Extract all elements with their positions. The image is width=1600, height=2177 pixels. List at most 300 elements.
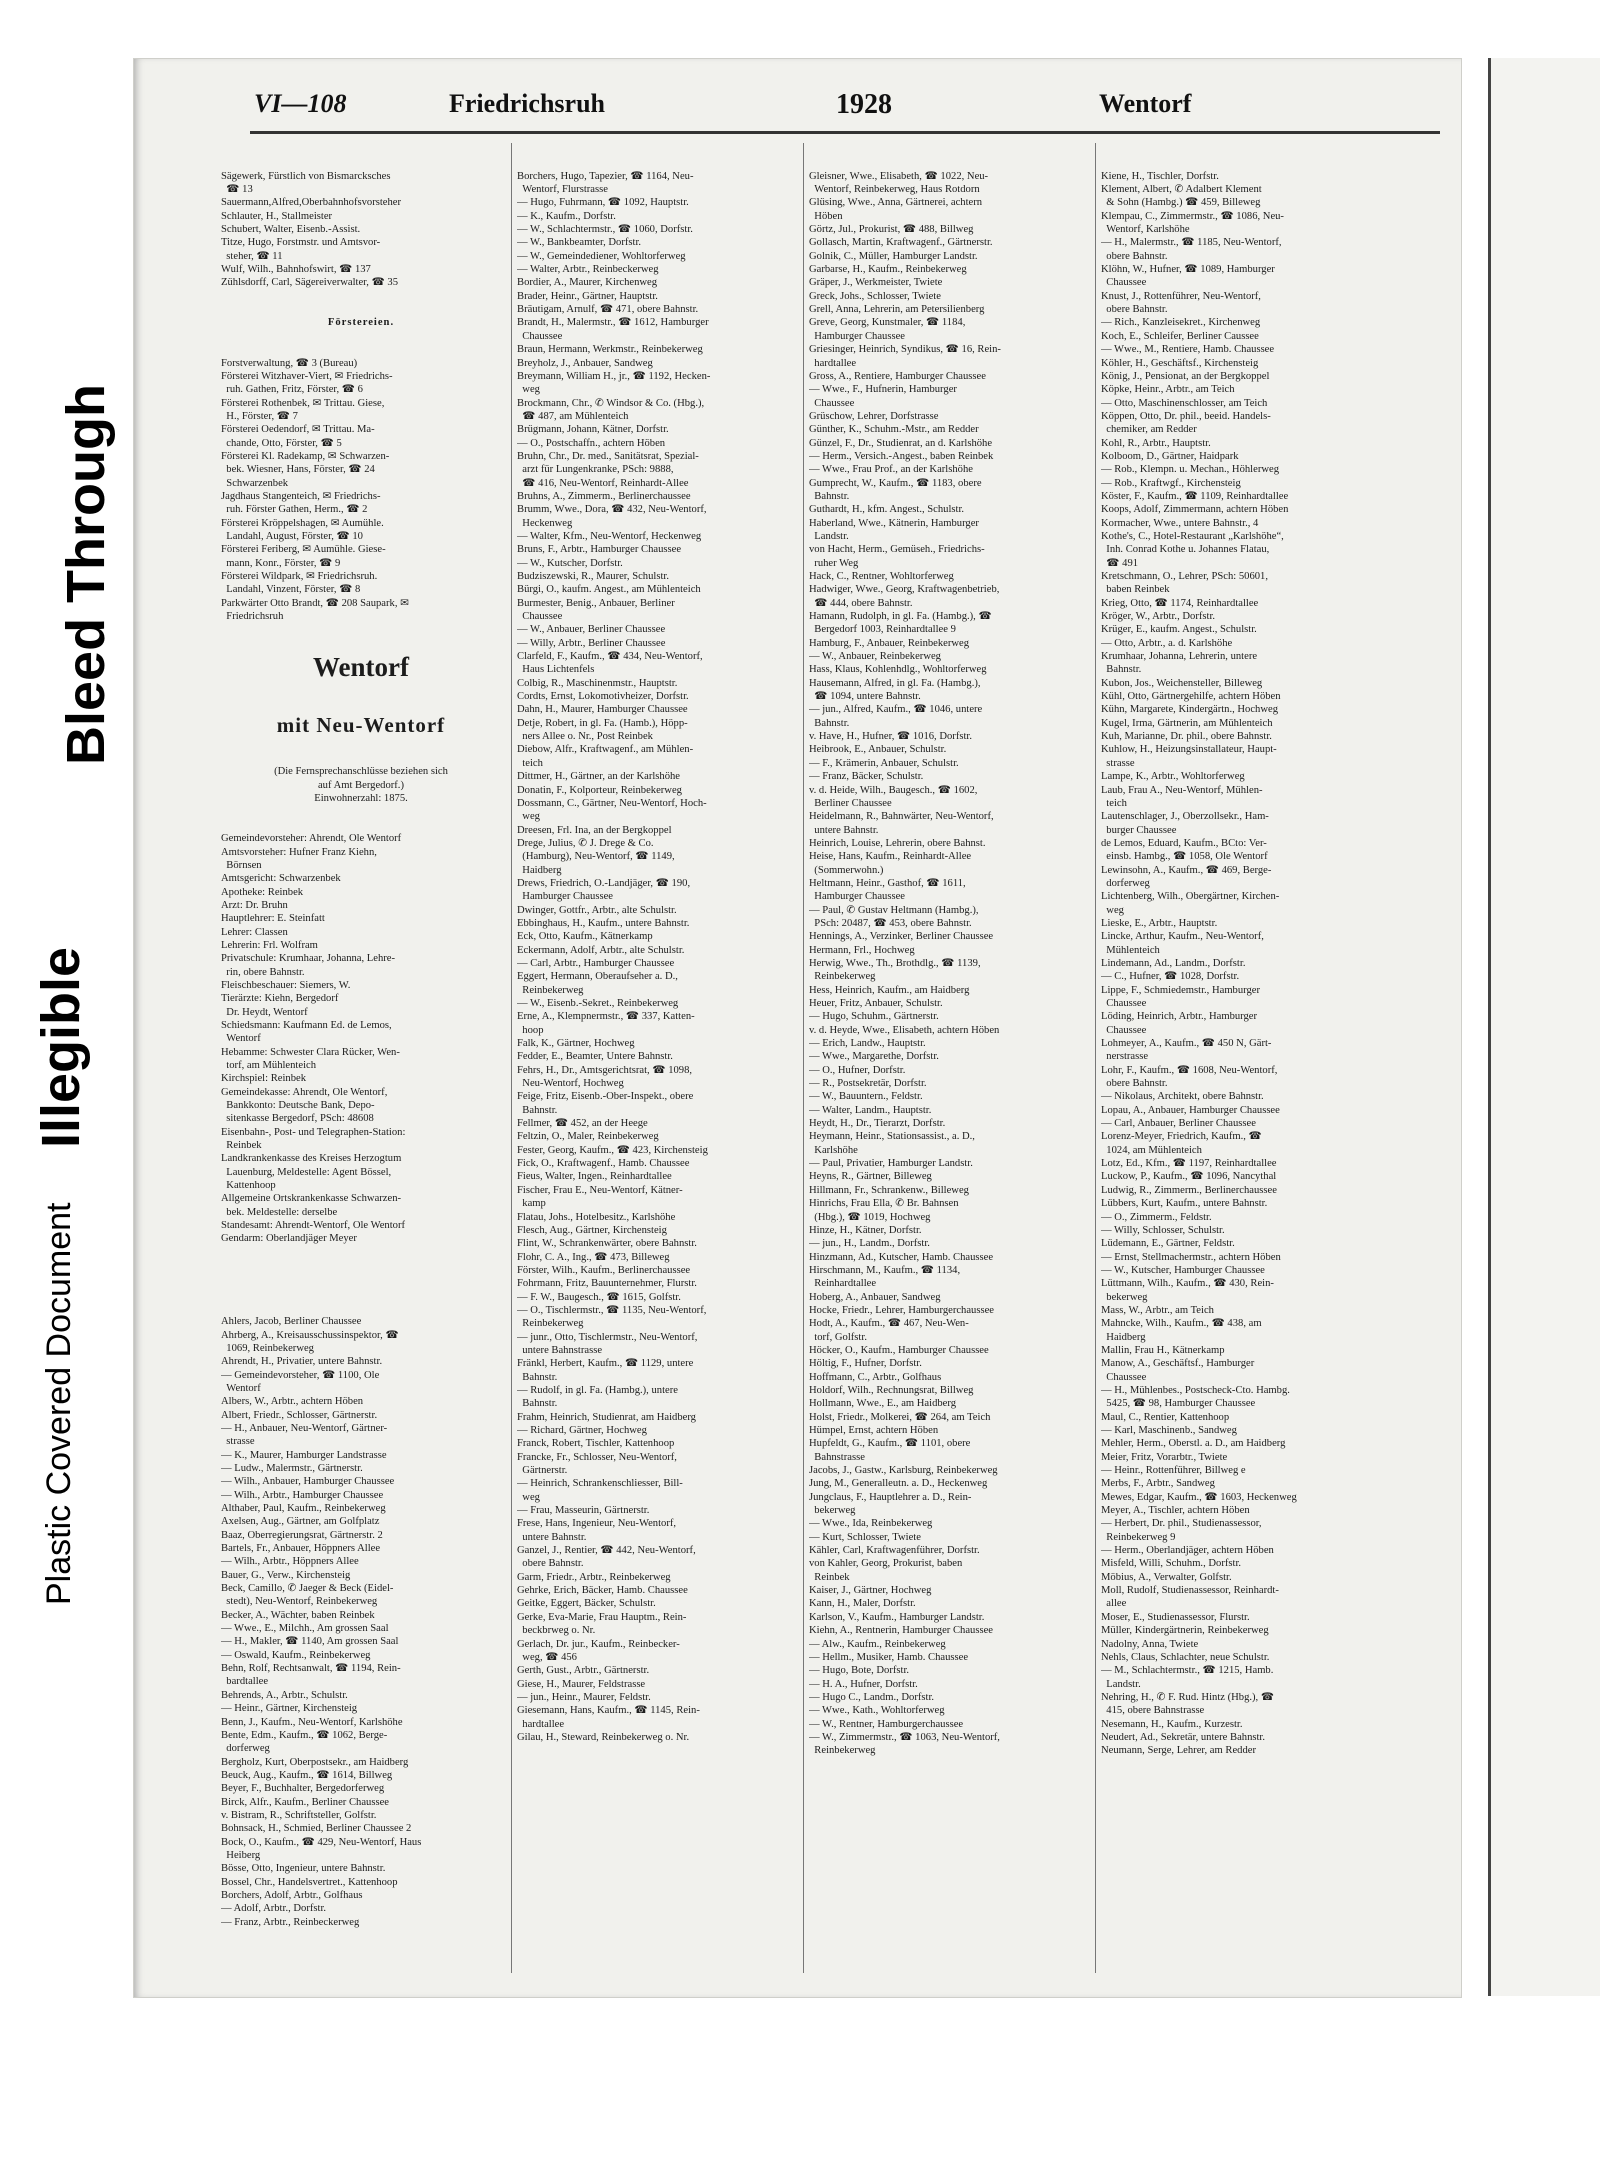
directory-entry: Hinzmann, Ad., Kutscher, Hamb. Chaussee [809, 1251, 994, 1263]
directory-entry: Breyholz, J., Anbauer, Sandweg [517, 357, 653, 369]
directory-entry: Hadwiger, Wwe., Georg, Kraftwagenbetrieb, [809, 584, 1000, 596]
directory-entry: bek. Wiesner, Hans, Förster, ☎ 24 [221, 464, 375, 476]
directory-entry: dorferweg [221, 1743, 270, 1755]
resident-entries [221, 1315, 501, 1929]
directory-entry: Kothe's, C., Hotel-Restaurant „Karlshöhe“, [1101, 530, 1284, 542]
directory-entry: hardtallee [809, 357, 857, 369]
directory-entry: Hoberg, A., Anbauer, Sandweg [809, 1291, 941, 1303]
directory-entry: Koch, E., Schleifer, Berliner Caussee [1101, 330, 1259, 342]
directory-entry: — Gemeindevorsteher, ☎ 1100, Ole [221, 1369, 380, 1381]
directory-entry: — Wilh., Arbtr., Hamburger Chaussee [221, 1489, 384, 1501]
directory-entry: Landahl, Vinzent, Förster, ☎ 8 [221, 584, 361, 596]
directory-entry: Garm, Friedr., Arbtr., Reinbekerweg [517, 1571, 671, 1583]
directory-entry: Fischer, Frau E., Neu-Wentorf, Kätner- [517, 1184, 683, 1196]
directory-entry: Försterei Oedendorf, ✉ Trittau. Ma- [221, 424, 375, 436]
directory-entry: Clarfeld, F., Kaufm., ☎ 434, Neu-Wentorf, [517, 651, 703, 663]
foerstereien-entries [221, 357, 501, 624]
directory-entry: — O., Zimmerm., Feldstr. [1101, 1211, 1212, 1223]
directory-entry: Lorenz-Meyer, Friedrich, Kaufm., ☎ [1101, 1131, 1262, 1143]
directory-entry: Beyer, F., Buchhalter, Bergedorferweg [221, 1783, 385, 1795]
directory-entry: Frese, Hans, Ingenieur, Neu-Wentorf, [517, 1518, 677, 1530]
directory-entry: Einwohnerzahl: 1875. [314, 793, 408, 805]
friedrichsruh-entries [221, 170, 501, 290]
directory-entry: — W., Bauuntern., Feldstr. [809, 1091, 923, 1103]
directory-entry: Bräutigam, Arnulf, ☎ 471, obere Bahnstr. [517, 304, 699, 316]
directory-entry: (Die Fernsprechanschlüsse beziehen sich [274, 766, 448, 778]
directory-entry: Köster, F., Kaufm., ☎ 1109, Reinhardtallee [1101, 490, 1289, 502]
directory-entry: 1024, am Mühlenteich [1101, 1144, 1202, 1156]
year-heading: 1928 [836, 89, 892, 120]
directory-entry: — W., Kutscher, Dorfstr. [517, 557, 623, 569]
directory-entry: 1069, Reinbekerweg [221, 1342, 314, 1354]
directory-entry: Heyns, R., Gärtner, Billeweg [809, 1171, 932, 1183]
directory-entry: Nesemann, H., Kaufm., Kurzestr. [1101, 1718, 1243, 1730]
directory-entry: — Ernst, Stellmachermstr., achtern Höben [1101, 1251, 1281, 1263]
directory-entry: Geitke, Eggert, Bäcker, Schulstr. [517, 1598, 656, 1610]
directory-entry: Schubert, Walter, Eisenb.-Assist. [221, 224, 361, 236]
directory-entry: Bahnstr. [517, 1371, 558, 1383]
directory-entry: — Paul, Privatier, Hamburger Landstr. [809, 1158, 973, 1170]
directory-entry: teich [517, 757, 543, 769]
directory-entry: Reinbekerweg 9 [1101, 1531, 1176, 1543]
directory-entry: Höcker, O., Kaufm., Hamburger Chaussee [809, 1344, 989, 1356]
directory-entry: Eckermann, Adolf, Arbtr., alte Schulstr. [517, 944, 685, 956]
directory-entry: Gollasch, Martin, Kraftwagenf., Gärtnerstr. [809, 237, 993, 249]
directory-entry: Gross, A., Rentiere, Hamburger Chaussee [809, 370, 986, 382]
directory-entry: Benn, J., Kaufm., Neu-Wentorf, Karlshöhe [221, 1716, 403, 1728]
directory-entry: ☎ 487, am Mühlenteich [517, 410, 629, 422]
directory-page [133, 58, 1462, 1998]
directory-entry: — Willy, Schlosser, Schulstr. [1101, 1224, 1225, 1236]
directory-entry: Lindemann, Ad., Landm., Dorfstr. [1101, 957, 1246, 969]
directory-entry: — F. W., Baugesch., ☎ 1615, Golfstr. [517, 1291, 681, 1303]
column-divider [803, 143, 804, 1973]
directory-entry: ruh. Förster Gathen, Herm., ☎ 2 [221, 504, 368, 516]
directory-entry: & Sohn (Hambg.) ☎ 459, Billeweg [1101, 197, 1261, 209]
directory-entry: v. Bistram, R., Schriftsteller, Golfstr. [221, 1809, 377, 1821]
directory-entry: Hauptlehrer: E. Steinfatt [221, 913, 325, 925]
directory-entry: Eck, Otto, Kaufm., Kätnerkamp [517, 931, 653, 943]
directory-entry: Gemeindevorsteher: Ahrendt, Ole Wentorf [221, 833, 402, 845]
directory-entry: Chaussee [1101, 1371, 1147, 1383]
directory-entry: Gleisner, Wwe., Elisabeth, ☎ 1022, Neu- [809, 170, 989, 182]
directory-entry: — Otto, Arbtr., a. d. Karlshöhe [1101, 637, 1233, 649]
directory-entry: Feltzin, O., Maler, Reinbekerweg [517, 1131, 659, 1143]
directory-entry: — H., Anbauer, Neu-Wentorf, Gärtner- [221, 1422, 388, 1434]
directory-entry: Mehler, Herm., Oberstl. a. D., am Haidberg [1101, 1438, 1286, 1450]
directory-entry: Försterei Kröppelshagen, ✉ Aumühle. [221, 517, 384, 529]
directory-entry: Kühn, Margarete, Kindergärtn., Hochweg [1101, 704, 1279, 716]
plastic-covered-label: Plastic Covered Document [40, 1202, 78, 1605]
directory-entry: — K., Maurer, Hamburger Landstrasse [221, 1449, 387, 1461]
directory-entry: Brader, Heinr., Gärtner, Hauptstr. [517, 290, 658, 302]
directory-entry: — O., Tischlermstr., ☎ 1135, Neu-Wentorf, [517, 1304, 707, 1316]
directory-entry: — Walter, Landm., Hauptstr. [809, 1104, 932, 1116]
directory-entry: obere Bahnstr. [517, 1558, 584, 1570]
directory-entry: Chaussee [517, 330, 563, 342]
directory-entry: Glüsing, Wwe., Anna, Gärtnerei, achtern [809, 197, 983, 209]
directory-entry: Albers, W., Arbtr., achtern Höben [221, 1396, 364, 1408]
directory-entry: — Herbert, Dr. phil., Studienassessor, [1101, 1518, 1262, 1530]
directory-entry: Grell, Anna, Lehrerin, am Petersilienberg [809, 304, 985, 316]
directory-entry: weg [517, 384, 540, 396]
directory-entry: Dreesen, Frl. Ina, an der Bergkoppel [517, 824, 672, 836]
directory-entry: von Kahler, Georg, Prokurist, baben [809, 1558, 963, 1570]
directory-entry: — Rob., Kraftwgf., Kirchensteig [1101, 477, 1241, 489]
directory-entry: — Ludw., Malermstr., Gärtnerstr. [221, 1462, 363, 1474]
directory-entry: Nehls, Claus, Schlachter, neue Schulstr. [1101, 1651, 1270, 1663]
directory-entry: v. Have, H., Hufner, ☎ 1016, Dorfstr. [809, 731, 973, 743]
directory-entry: PSch: 20487, ☎ 453, obere Bahnstr. [809, 917, 972, 929]
directory-entry: Bahnstr. [517, 1398, 558, 1410]
directory-entry: — Rich., Kanzleisekret., Kirchenweg [1101, 317, 1261, 329]
directory-entry: Bohnsack, H., Schmied, Berliner Chaussee 2 [221, 1823, 412, 1835]
directory-entry: de Lemos, Eduard, Kaufm., BCto: Ver- [1101, 837, 1267, 849]
directory-entry: Berliner Chaussee [809, 797, 892, 809]
directory-entry: Karlshöhe [809, 1144, 858, 1156]
directory-entry: — Wwe., E., Milchh., Am grossen Saal [221, 1623, 389, 1635]
illegible-label: Illegible [31, 946, 91, 1148]
directory-entry: — Hellm., Musiker, Hamb. Chaussee [809, 1651, 969, 1663]
directory-entry: König, J., Pensionat, an der Bergkoppel [1101, 370, 1270, 382]
directory-entry: Ludwig, R., Zimmerm., Berlinerchaussee [1101, 1184, 1277, 1196]
directory-entry: Hoffmann, C., Arbtr., Golfhaus [809, 1371, 942, 1383]
directory-entry: Krüger, E., kaufm. Angest., Schulstr. [1101, 624, 1257, 636]
directory-entry: Heckenweg [517, 517, 573, 529]
directory-entry: Beck, Camillo, ✆ Jaeger & Beck (Eidel- [221, 1583, 394, 1595]
directory-entry: — H., Makler, ☎ 1140, Am grossen Saal [221, 1636, 399, 1648]
directory-entry: Franck, Robert, Tischler, Kattenhoop [517, 1438, 675, 1450]
directory-entry: Hamburger Chaussee [809, 330, 906, 342]
directory-entry: stedt), Neu-Wentorf, Reinbekerweg [221, 1596, 378, 1608]
directory-entry: Höben [809, 210, 843, 222]
directory-entry: Hinze, H., Kätner, Dorfstr. [809, 1224, 922, 1236]
directory-entry: Francke, Fr., Schlosser, Neu-Wentorf, [517, 1451, 677, 1463]
directory-entry: Kaiser, J., Gärtner, Hochweg [809, 1585, 932, 1597]
directory-entry: obere Bahnstr. [1101, 304, 1168, 316]
directory-entry: burger Chaussee [1101, 824, 1177, 836]
directory-entry: Lampe, K., Arbtr., Wohltorferweg [1101, 771, 1245, 783]
directory-entry: Drege, Julius, ✆ J. Drege & Co. [517, 837, 654, 849]
directory-entry: Lopau, A., Anbauer, Hamburger Chaussee [1101, 1104, 1280, 1116]
directory-entry: Behn, Rolf, Rechtsanwalt, ☎ 1194, Rein- [221, 1663, 401, 1675]
directory-entry: Hamann, Rudolph, in gl. Fa. (Hambg.), ☎ [809, 611, 992, 623]
directory-entry: Heinrich, Louise, Lehrerin, obere Bahnst. [809, 837, 986, 849]
directory-entry: Borchers, Adolf, Arbtr., Golfhaus [221, 1889, 363, 1901]
directory-entry: Landstr. [809, 530, 849, 542]
directory-entry: Hinrichs, Frau Ella, ✆ Br. Bahnsen [809, 1198, 959, 1210]
directory-entry: Kann, H., Maler, Dorfstr. [809, 1598, 916, 1610]
directory-entry: — Wwe., M., Rentiere, Hamb. Chaussee [1101, 344, 1275, 356]
directory-entry: von Hacht, Herm., Gemüseh., Friedrichs- [809, 544, 985, 556]
directory-entry: Brockmann, Chr., ✆ Windsor & Co. (Hbg.), [517, 397, 705, 409]
directory-entry: steher, ☎ 11 [221, 250, 283, 262]
directory-entry: Köppen, Otto, Dr. phil., beeid. Handels- [1101, 410, 1271, 422]
directory-entry: — Carl, Anbauer, Berliner Chaussee [1101, 1118, 1256, 1130]
directory-entry: — Wwe., F., Hufnerin, Hamburger [809, 384, 957, 396]
directory-entry: Bock, O., Kaufm., ☎ 429, Neu-Wentorf, Haus [221, 1836, 422, 1848]
directory-entry: Arzt: Dr. Bruhn [221, 899, 288, 911]
directory-entry: Tierärzte: Kiehn, Bergedorf [221, 993, 339, 1005]
directory-entry: Heiberg [221, 1849, 261, 1861]
directory-entry: Günther, K., Schuhm.-Mstr., am Redder [809, 424, 979, 436]
directory-entry: — W., Zimmermstr., ☎ 1063, Neu-Wentorf, [809, 1731, 1000, 1743]
admin-entries [221, 832, 501, 1246]
directory-entry: Wentorf, Karlshöhe [1101, 224, 1190, 236]
directory-entry: Behrends, A., Arbtr., Schulstr. [221, 1689, 348, 1701]
directory-entry: — W., Bankbeamter, Dorfstr. [517, 237, 642, 249]
directory-entry: bekerweg [809, 1505, 856, 1517]
directory-entry: untere Bahnstrasse [517, 1344, 603, 1356]
column-1 [221, 143, 501, 1973]
directory-entry: Althaber, Paul, Kaufm., Reinbekerweg [221, 1503, 386, 1514]
directory-entry: weg [517, 811, 540, 823]
directory-entry: Försterei Witzhaver-Viert, ✉ Friedrichs- [221, 370, 393, 382]
directory-entry: Förster, Wilh., Kaufm., Berlinerchaussee [517, 1264, 691, 1276]
directory-entry: strasse [221, 1436, 255, 1448]
directory-entry: Fieus, Walter, Ingen., Reinhardtallee [517, 1171, 672, 1183]
directory-entry: Bruns, F., Arbtr., Hamburger Chaussee [517, 544, 682, 556]
directory-entry: Griesinger, Heinrich, Syndikus, ☎ 16, Rein- [809, 344, 1001, 356]
directory-entry: Golnik, C., Müller, Hamburger Landstr. [809, 250, 978, 262]
directory-entry: Hennings, A., Verzinker, Berliner Chaussee [809, 931, 994, 943]
directory-entry: Neudert, Ad., Sekretär, untere Bahnstr. [1101, 1731, 1266, 1743]
directory-entry: (Sommerwohn.) [809, 864, 884, 876]
directory-entry: Meier, Fritz, Vorarbtr., Twiete [1101, 1451, 1228, 1463]
directory-entry: Lippe, F., Schmiedemstr., Hamburger [1101, 984, 1261, 996]
directory-entry: — jun., Alfred, Kaufm., ☎ 1046, untere [809, 704, 983, 716]
directory-entry: mann, Konr., Förster, ☎ 9 [221, 557, 341, 569]
directory-entry: H., Förster, ☎ 7 [221, 410, 298, 422]
directory-entry: Försterei Wildpark, ✉ Friedrichsruh. [221, 571, 378, 582]
directory-entry: Bahnstr. [517, 1104, 558, 1116]
directory-entry: Greck, Johs., Schlosser, Twiete [809, 290, 941, 302]
resident-entries [809, 170, 1089, 1758]
directory-entry: Neu-Wentorf, Hochweg [517, 1078, 624, 1090]
directory-entry: Frahm, Heinrich, Studienrat, am Haidberg [517, 1411, 696, 1423]
directory-entry: Lautenschlager, J., Oberzollsekr., Ham- [1101, 811, 1269, 823]
directory-entry: Privatschule: Krumhaar, Johanna, Lehre- [221, 953, 396, 965]
directory-entry: — H., Malermstr., ☎ 1185, Neu-Wentorf, [1101, 237, 1282, 249]
directory-entry: Schlauter, H., Stallmeister [221, 210, 333, 222]
directory-entry: — jun., H., Landm., Dorfstr. [809, 1238, 930, 1250]
header-rule [250, 131, 1440, 134]
directory-entry: Chaussee [1101, 1024, 1147, 1036]
directory-entry: Mallin, Frau H., Kätnerkamp [1101, 1344, 1225, 1356]
directory-entry: arzt für Lungenkranke, PSch: 9888, [517, 464, 674, 476]
directory-entry: Heise, Hans, Kaufm., Reinhardt-Allee [809, 851, 972, 863]
directory-entry: Reinbekerweg [809, 1745, 876, 1757]
directory-entry: — Heinrich, Schrankenschliesser, Bill- [517, 1478, 683, 1490]
directory-entry: (Hbg.), ☎ 1019, Hochweg [809, 1211, 931, 1223]
directory-entry: — Wilh., Arbtr., Höppners Allee [221, 1556, 359, 1568]
directory-entry: Kubon, Jos., Weichensteller, Billeweg [1101, 677, 1263, 689]
directory-entry: obere Bahnstr. [1101, 1078, 1168, 1090]
directory-entry: Lehrerin: Frl. Wolfram [221, 939, 318, 951]
directory-entry: Fellmer, ☎ 452, an der Heege [517, 1118, 648, 1130]
directory-entry: Wentorf, Reinbekerweg, Haus Rotdorn [809, 184, 980, 196]
directory-entry: strasse [1101, 757, 1135, 769]
directory-entry: 415, obere Bahnstrasse [1101, 1705, 1205, 1717]
directory-entry: Titze, Hugo, Forstmstr. und Amtsvor- [221, 237, 381, 249]
directory-entry: — Alw., Kaufm., Reinbekerweg [809, 1638, 946, 1650]
directory-entry: Hamburger Chaussee [809, 891, 906, 903]
directory-entry: Hass, Klaus, Kohlenhdlg., Wohltorferweg [809, 664, 987, 676]
directory-entry: ☎ 444, obere Bahnstr. [809, 597, 913, 609]
directory-entry: Mewes, Edgar, Kaufm., ☎ 1603, Heckenweg [1101, 1491, 1297, 1503]
directory-entry: Moser, E., Studienassessor, Flurstr. [1101, 1611, 1250, 1623]
directory-entry: Heltmann, Heinr., Gasthof, ☎ 1611, [809, 877, 966, 889]
directory-entry: Hebamme: Schwester Clara Rücker, Wen- [221, 1046, 400, 1058]
directory-entry: — Rudolf, in gl. Fa. (Hambg.), untere [517, 1384, 678, 1396]
directory-entry: Detje, Robert, in gl. Fa. (Hamb.), Höpp- [517, 717, 688, 729]
directory-entry: — Wilh., Anbauer, Hamburger Chaussee [221, 1476, 395, 1488]
directory-entry: Heuer, Fritz, Anbauer, Schulstr. [809, 998, 943, 1009]
directory-entry: Kuh, Marianne, Dr. phil., obere Bahnstr. [1101, 731, 1272, 743]
directory-entry: Ahrberg, A., Kreisausschussinspektor, ☎ [221, 1329, 399, 1341]
directory-entry: Hirschmann, M., Kaufm., ☎ 1134, [809, 1264, 961, 1276]
directory-entry: Brandt, H., Malermstr., ☎ 1612, Hamburger [517, 317, 709, 329]
directory-entry: Mahncke, Wilh., Kaufm., ☎ 438, am [1101, 1318, 1262, 1330]
directory-entry: Reinbekerweg [517, 984, 584, 996]
directory-entry: Fleischbeschauer: Siemers, W. [221, 979, 351, 991]
directory-entry: Amtsvorsteher: Hufner Franz Kiehn, [221, 846, 377, 858]
directory-entry: Landahl, August, Förster, ☎ 10 [221, 530, 363, 542]
left-running-head: Friedrichsruh [449, 89, 605, 118]
directory-entry: Bente, Edm., Kaufm., ☎ 1062, Berge- [221, 1729, 388, 1741]
directory-entry: hoop [517, 1024, 544, 1036]
directory-entry: hardtallee [517, 1718, 565, 1730]
directory-entry: Friedrichsruh [221, 611, 284, 623]
directory-entry: Gerlach, Dr. jur., Kaufm., Reinbecker- [517, 1638, 680, 1650]
directory-entry: Kolboom, D., Gärtner, Haidpark [1101, 450, 1239, 462]
directory-entry: Mühlenteich [1101, 944, 1160, 956]
directory-entry: Dahn, H., Maurer, Hamburger Chaussee [517, 704, 688, 716]
directory-entry: — Oswald, Kaufm., Reinbekerweg [221, 1649, 371, 1661]
directory-entry: Fick, O., Kraftwagenf., Hamb. Chaussee [517, 1158, 690, 1170]
directory-entry: Bahnstrasse [809, 1451, 865, 1463]
directory-entry: Bruhn, Chr., Dr. med., Sanitätsrat, Spezial- [517, 450, 699, 462]
directory-entry: — junr., Otto, Tischlermstr., Neu-Wentorf, [517, 1331, 698, 1343]
directory-entry: ners Allee o. Nr., Post Reinbek [517, 731, 653, 743]
directory-entry: Eisenbahn-, Post- und Telegraphen-Station: [221, 1126, 406, 1138]
directory-entry: Dossmann, C., Gärtner, Neu-Wentorf, Hoch- [517, 797, 707, 809]
directory-entry: Brumm, Wwe., Dora, ☎ 432, Neu-Wentorf, [517, 504, 707, 516]
directory-entry: — Wwe., Margarethe, Dorfstr. [809, 1051, 939, 1063]
directory-entry: Hodt, A., Kaufm., ☎ 467, Neu-Wen- [809, 1318, 969, 1330]
directory-entry: Kirchspiel: Reinbek [221, 1073, 307, 1085]
directory-entry: — W., Rentner, Hamburgerchaussee [809, 1718, 964, 1730]
directory-entry: Koops, Adolf, Zimmermann, achtern Höben [1101, 504, 1289, 516]
directory-entry: Lüdemann, E., Gärtner, Feldstr. [1101, 1238, 1235, 1250]
directory-entry: Jungclaus, F., Hauptlehrer a. D., Rein- [809, 1491, 972, 1503]
directory-entry: — Wwe., Frau Prof., an der Karlshöhe [809, 464, 973, 476]
directory-entry: Jacobs, J., Gastw., Karlsburg, Reinbekerweg [809, 1465, 998, 1477]
directory-entry: Köhler, H., Geschäftsf., Kirchensteig [1101, 357, 1259, 369]
bleed-through-label: Bleed Through [56, 384, 116, 765]
directory-entry: Budziszewski, R., Maurer, Schulstr. [517, 571, 669, 582]
directory-entry: Lincke, Arthur, Kaufm., Neu-Wentorf, [1101, 931, 1264, 943]
directory-entry: Wentorf, Flurstrasse [517, 184, 608, 196]
directory-entry: — C., Hufner, ☎ 1028, Dorfstr. [1101, 971, 1240, 983]
directory-entry: teich [1101, 797, 1127, 809]
directory-entry: — Erich, Landw., Hauptstr. [809, 1038, 926, 1050]
resident-entries [517, 170, 797, 1745]
directory-entry: — H., Mühlenbes., Postscheck-Cto. Hambg. [1101, 1384, 1290, 1396]
directory-entry: weg, ☎ 456 [517, 1651, 577, 1663]
directory-entry: torf, am Mühlenteich [221, 1060, 317, 1071]
directory-entry: — Herm., Oberlandjäger, achtern Höben [1101, 1545, 1274, 1557]
directory-entry: Standesamt: Ahrendt-Wentorf, Ole Wentorf [221, 1220, 406, 1232]
column-3 [809, 143, 1089, 1973]
directory-entry: ☎ 491 [1101, 557, 1139, 569]
directory-entry: Meyer, A., Tischler, achtern Höben [1101, 1505, 1250, 1517]
directory-entry: — Nikolaus, Architekt, obere Bahnstr. [1101, 1091, 1264, 1103]
directory-entry: Grüschow, Lehrer, Dorfstrasse [809, 410, 939, 422]
directory-entry: Colbig, R., Maschinenmstr., Hauptstr. [517, 677, 678, 689]
directory-entry: — W., Eisenb.-Sekret., Reinbekerweg [517, 998, 679, 1009]
directory-entry: — Hugo, Bote, Dorfstr. [809, 1665, 910, 1677]
directory-entry: Greve, Georg, Kunstmaler, ☎ 1184, [809, 317, 966, 329]
directory-entry: Gerke, Eva-Marie, Frau Hauptm., Rein- [517, 1611, 687, 1623]
directory-entry: Reinhardtallee [809, 1278, 877, 1290]
directory-entry: Schwarzenbek [221, 477, 289, 489]
directory-entry: Maul, C., Rentier, Kattenhoop [1101, 1411, 1230, 1423]
column-2 [517, 143, 797, 1973]
directory-entry: Fester, Georg, Kaufm., ☎ 423, Kirchensteig [517, 1144, 708, 1156]
directory-entry: kamp [517, 1198, 546, 1210]
directory-entry: Nadolny, Anna, Twiete [1101, 1638, 1199, 1650]
directory-entry: Wentorf [221, 1033, 261, 1045]
directory-entry: Görtz, Jul., Prokurist, ☎ 488, Billweg [809, 224, 974, 236]
directory-entry: (Hamburg), Neu-Wentorf, ☎ 1149, [517, 851, 675, 863]
directory-entry: bek. Meldestelle: derselbe [221, 1206, 338, 1218]
directory-entry: Reinbek [221, 1140, 262, 1152]
directory-entry: Hümpel, Ernst, achtern Höben [809, 1425, 939, 1436]
directory-entry: Försterei Feriberg, ✉ Aumühle. Giese- [221, 544, 386, 556]
directory-entry: Lohmeyer, A., Kaufm., ☎ 450 N, Gärt- [1101, 1038, 1272, 1050]
directory-entry: — jun., Heinr., Maurer, Feldstr. [517, 1691, 651, 1703]
directory-entry: Gräper, J., Werkmeister, Twiete [809, 277, 943, 289]
directory-entry: Moll, Rudolf, Studienassessor, Reinhardt- [1101, 1585, 1279, 1597]
directory-entry: Gendarm: Oberlandjäger Meyer [221, 1233, 357, 1245]
directory-entry: Flesch, Aug., Gärtner, Kirchensteig [517, 1224, 667, 1236]
directory-entry: Burmester, Benig., Anbauer, Berliner [517, 597, 675, 609]
directory-entry: Flohr, C. A., Ing., ☎ 473, Billeweg [517, 1251, 670, 1263]
directory-entry: Sägewerk, Fürstlich von Bismarcksches [221, 170, 391, 182]
directory-entry: — W., Kutscher, Hamburger Chaussee [1101, 1264, 1265, 1276]
town-note [221, 765, 501, 805]
directory-entry: nerstrasse [1101, 1051, 1149, 1063]
directory-entry: Kohl, R., Arbtr., Hauptstr. [1101, 437, 1211, 449]
directory-entry: Hocke, Friedr., Lehrer, Hamburgerchaussee [809, 1304, 994, 1316]
directory-entry: — W., Anbauer, Reinbekerweg [809, 651, 941, 663]
directory-entry: Haus Lichtenfels [517, 664, 595, 676]
directory-entry: Haberland, Wwe., Kätnerin, Hamburger [809, 517, 979, 529]
directory-entry: Kattenhoop [221, 1180, 276, 1192]
directory-entry: Kähler, Carl, Kraftwagenführer, Dorfstr. [809, 1545, 980, 1557]
directory-entry: — O., Hufner, Dorfstr. [809, 1064, 906, 1076]
directory-entry: Gumprecht, W., Kaufm., ☎ 1183, obere [809, 477, 982, 489]
directory-entry: — W., Anbauer, Berliner Chaussee [517, 624, 666, 636]
directory-entry: Bordier, A., Maurer, Kirchenweg [517, 277, 658, 289]
directory-entry: Manow, A., Geschäftsf., Hamburger [1101, 1358, 1255, 1370]
directory-entry: auf Amt Bergedorf.) [317, 779, 404, 791]
directory-entry: Wulf, Wilh., Bahnhofswirt, ☎ 137 [221, 264, 371, 276]
directory-entry: Bauer, G., Verw., Kirchensteig [221, 1569, 351, 1581]
directory-entry: Kormacher, Wwe., untere Bahnstr., 4 [1101, 517, 1259, 529]
directory-entry: Dr. Heydt, Wentorf [221, 1006, 308, 1018]
